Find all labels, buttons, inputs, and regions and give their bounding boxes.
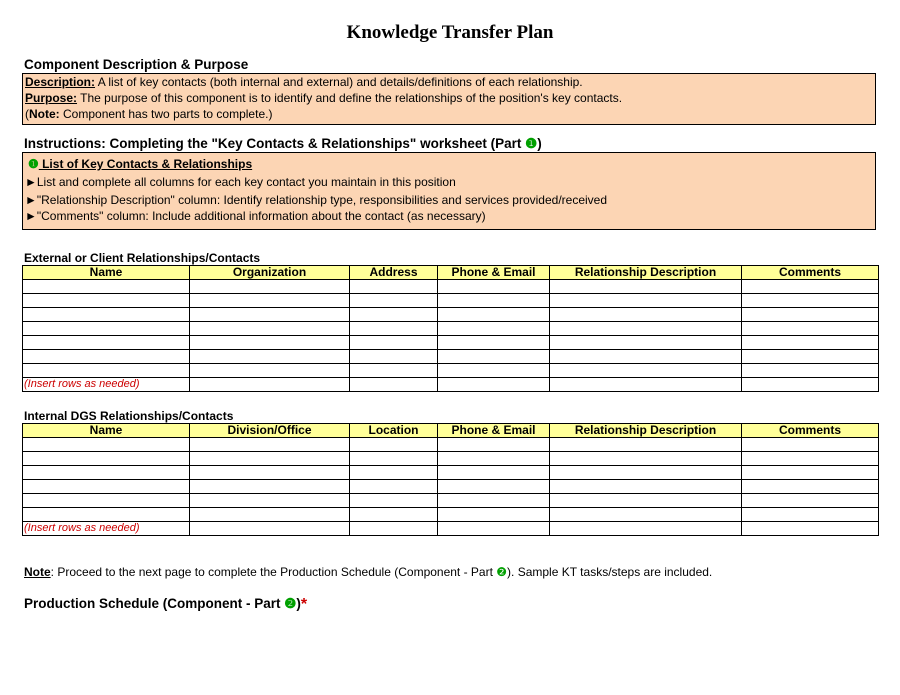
part-two-marker-icon: ❷ [496, 565, 508, 579]
table-cell[interactable] [550, 452, 742, 466]
instruction-item: ►"Comments" column: Include additional information about the contact (as necessary) [25, 209, 486, 223]
table-row [23, 336, 879, 350]
table-cell[interactable] [438, 494, 550, 508]
table-row [23, 480, 879, 494]
table-cell[interactable] [350, 308, 438, 322]
table-cell[interactable] [438, 322, 550, 336]
table-cell[interactable] [550, 494, 742, 508]
table-cell[interactable] [23, 280, 190, 294]
description-text: A list of key contacts (both internal and external) and details/definitions of each relationship. [95, 75, 583, 89]
instructions-heading [24, 136, 542, 152]
table-cell[interactable] [438, 364, 550, 378]
note-line [23, 106, 875, 122]
table-cell[interactable] [190, 294, 350, 308]
table-cell[interactable] [23, 452, 190, 466]
table-row [23, 378, 879, 392]
table-cell[interactable] [550, 378, 742, 392]
table-cell[interactable] [742, 280, 879, 294]
table-cell[interactable] [350, 452, 438, 466]
footer-note-label: Note [24, 565, 51, 579]
table-row [23, 438, 879, 452]
table-cell[interactable] [438, 466, 550, 480]
table-cell[interactable] [350, 480, 438, 494]
table-cell[interactable] [350, 438, 438, 452]
table-cell[interactable] [742, 364, 879, 378]
table-cell[interactable] [190, 522, 350, 536]
table-cell[interactable] [23, 336, 190, 350]
instruction-item: ►List and complete all columns for each key contact you maintain in this position [25, 175, 456, 189]
table-cell[interactable] [550, 508, 742, 522]
table-cell[interactable] [438, 480, 550, 494]
footer-note-text-b: ). Sample KT tasks/steps are included. [507, 565, 713, 579]
table-row [23, 350, 879, 364]
table-cell[interactable] [190, 364, 350, 378]
table-cell[interactable] [190, 494, 350, 508]
table-cell[interactable] [438, 508, 550, 522]
column-header: Name [23, 266, 190, 280]
table-row [23, 452, 879, 466]
table-cell[interactable] [550, 294, 742, 308]
column-header: Name [23, 424, 190, 438]
table-cell[interactable] [23, 294, 190, 308]
table-cell[interactable] [550, 322, 742, 336]
table-header-row [23, 266, 879, 280]
internal-contacts-table [22, 423, 879, 536]
table-cell[interactable] [190, 466, 350, 480]
table-cell[interactable] [438, 438, 550, 452]
component-heading: Component Description & Purpose [24, 57, 249, 72]
note-open: ( [25, 107, 29, 121]
production-schedule-heading [24, 596, 307, 614]
table-cell[interactable] [350, 378, 438, 392]
footer-note-text-a: : Proceed to the next page to complete the Production Schedule (Component - Part [50, 565, 497, 579]
table-cell[interactable] [438, 336, 550, 350]
table-cell[interactable] [190, 350, 350, 364]
table-cell[interactable] [23, 350, 190, 364]
table-cell[interactable] [23, 364, 190, 378]
table-cell[interactable] [550, 280, 742, 294]
table-cell[interactable] [23, 494, 190, 508]
list-heading-line [26, 156, 875, 172]
table-cell[interactable] [438, 308, 550, 322]
insert-rows-note: (Insert rows as needed) [23, 378, 190, 392]
table-cell[interactable] [550, 364, 742, 378]
table-cell[interactable] [742, 438, 879, 452]
table-cell[interactable] [438, 350, 550, 364]
table-row [23, 294, 879, 308]
table-cell[interactable] [350, 466, 438, 480]
table-cell[interactable] [438, 280, 550, 294]
table-cell[interactable] [550, 466, 742, 480]
table-row [23, 494, 879, 508]
production-heading-text: Production Schedule (Component - Part [24, 596, 285, 611]
table-cell[interactable] [742, 494, 879, 508]
table-cell[interactable] [23, 508, 190, 522]
column-header: Phone & Email [438, 424, 550, 438]
column-header: Address [350, 266, 438, 280]
table-cell[interactable] [742, 480, 879, 494]
table-cell[interactable] [350, 336, 438, 350]
table-cell[interactable] [23, 322, 190, 336]
table-cell[interactable] [438, 522, 550, 536]
table-cell[interactable] [550, 336, 742, 350]
table-cell[interactable] [742, 508, 879, 522]
footer-note [24, 565, 712, 579]
column-header: Location [350, 424, 438, 438]
purpose-text: The purpose of this component is to identify and define the relationships of the position's key contacts. [77, 91, 623, 105]
note-label: Note: [29, 107, 60, 121]
instructions-heading-text: Instructions: Completing the "Key Contacts & Relationships" worksheet (Part [24, 136, 526, 151]
table-cell[interactable] [438, 378, 550, 392]
instructions-heading-close: ) [537, 136, 542, 151]
instruction-item: ►"Relationship Description" column: Identify relationship type, responsibilities and services provided/received [25, 193, 608, 207]
production-heading-close: ) [296, 596, 301, 611]
table-row [23, 364, 879, 378]
column-header: Relationship Description [550, 424, 742, 438]
table-row [23, 322, 879, 336]
table-cell[interactable] [350, 508, 438, 522]
purpose-line [23, 90, 875, 106]
table-cell[interactable] [190, 438, 350, 452]
table-cell[interactable] [190, 308, 350, 322]
table-cell[interactable] [742, 336, 879, 350]
table-cell[interactable] [190, 322, 350, 336]
table-cell[interactable] [23, 466, 190, 480]
internal-table-title: Internal DGS Relationships/Contacts [24, 409, 234, 423]
table-row [23, 522, 879, 536]
table-cell[interactable] [550, 522, 742, 536]
table-cell[interactable] [550, 438, 742, 452]
table-cell[interactable] [350, 322, 438, 336]
table-cell[interactable] [350, 280, 438, 294]
table-cell[interactable] [742, 466, 879, 480]
table-cell[interactable] [742, 350, 879, 364]
column-header: Phone & Email [438, 266, 550, 280]
note-text: Component has two parts to complete.) [59, 107, 273, 121]
table-cell[interactable] [350, 350, 438, 364]
table-row [23, 280, 879, 294]
table-cell[interactable] [350, 364, 438, 378]
page-title: Knowledge Transfer Plan [346, 22, 554, 43]
component-description-box [22, 73, 876, 125]
table-cell[interactable] [190, 452, 350, 466]
table-cell[interactable] [742, 294, 879, 308]
part-two-marker-icon: ❷ [284, 596, 297, 611]
table-cell[interactable] [742, 378, 879, 392]
table-cell[interactable] [550, 350, 742, 364]
column-header: Organization [190, 266, 350, 280]
table-cell[interactable] [23, 308, 190, 322]
table-header-row [23, 424, 879, 438]
part-one-marker-icon: ❶ [525, 136, 538, 151]
table-cell[interactable] [438, 294, 550, 308]
description-label: Description: [25, 75, 96, 89]
table-cell[interactable] [23, 438, 190, 452]
table-cell[interactable] [742, 308, 879, 322]
table-row [23, 466, 879, 480]
table-cell[interactable] [550, 480, 742, 494]
table-cell[interactable] [742, 522, 879, 536]
external-table-title: External or Client Relationships/Contacts [24, 251, 261, 265]
purpose-label: Purpose: [25, 91, 78, 105]
table-cell[interactable] [190, 480, 350, 494]
column-header: Comments [742, 424, 879, 438]
table-cell[interactable] [190, 336, 350, 350]
table-row [23, 308, 879, 322]
list-heading: List of Key Contacts & Relationships [38, 157, 253, 171]
column-header: Comments [742, 266, 879, 280]
table-cell[interactable] [350, 494, 438, 508]
table-cell[interactable] [190, 508, 350, 522]
description-line [23, 74, 875, 90]
table-cell[interactable] [190, 280, 350, 294]
part-one-marker-icon: ❶ [28, 157, 39, 171]
table-cell[interactable] [438, 452, 550, 466]
table-cell[interactable] [350, 294, 438, 308]
table-cell[interactable] [23, 480, 190, 494]
table-cell[interactable] [550, 308, 742, 322]
column-header: Relationship Description [550, 266, 742, 280]
column-header: Division/Office [190, 424, 350, 438]
table-cell[interactable] [190, 378, 350, 392]
table-cell[interactable] [350, 522, 438, 536]
external-contacts-table [22, 265, 879, 392]
insert-rows-note: (Insert rows as needed) [23, 522, 190, 536]
instructions-box [22, 152, 876, 230]
table-row [23, 508, 879, 522]
asterisk-icon: * [300, 596, 308, 613]
table-cell[interactable] [742, 322, 879, 336]
table-cell[interactable] [742, 452, 879, 466]
